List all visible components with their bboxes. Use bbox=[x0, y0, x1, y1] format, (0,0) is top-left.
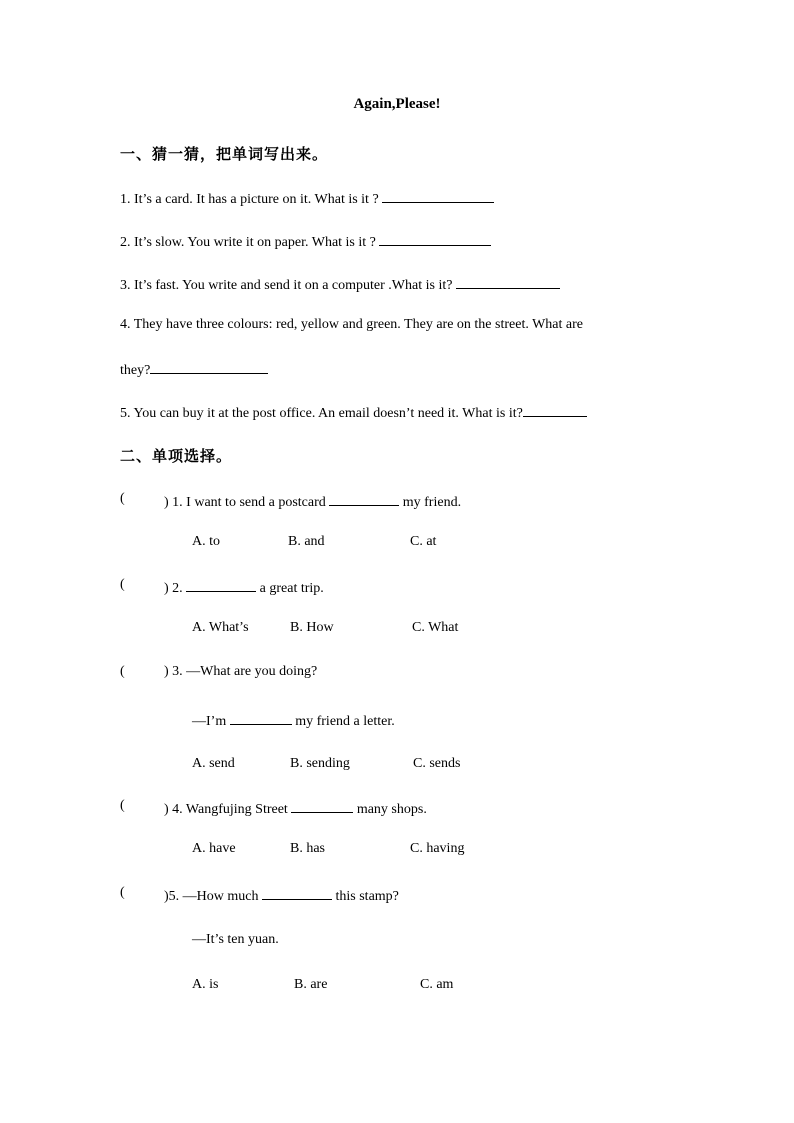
answer-paren-open[interactable]: ( bbox=[120, 577, 125, 592]
paren-close: )5. bbox=[164, 889, 180, 904]
option-a[interactable]: A. to bbox=[192, 534, 220, 549]
option-b[interactable]: B. and bbox=[288, 534, 325, 549]
section1-item-2 bbox=[120, 231, 491, 251]
question-blank[interactable] bbox=[329, 491, 399, 506]
question-4 bbox=[164, 798, 427, 818]
question-text-after: my friend. bbox=[402, 495, 462, 510]
section1-item-1 bbox=[120, 188, 494, 208]
reply-text-after: my friend a letter. bbox=[295, 714, 395, 729]
question-text-before: 3. —What are you doing? bbox=[172, 664, 318, 679]
section1-item-5 bbox=[120, 402, 587, 422]
option-c[interactable]: C. at bbox=[410, 534, 437, 549]
option-c[interactable]: C. What bbox=[412, 620, 459, 635]
option-b[interactable]: B. How bbox=[290, 620, 334, 635]
question-blank[interactable] bbox=[291, 798, 353, 813]
page-title: Again,Please! bbox=[353, 96, 441, 112]
question-1 bbox=[164, 491, 461, 511]
answer-paren-open[interactable]: ( bbox=[120, 664, 125, 679]
section1-item-4-cont bbox=[120, 359, 268, 379]
question-5-reply: —It’s ten yuan. bbox=[192, 932, 279, 947]
answer-blank[interactable] bbox=[382, 188, 494, 203]
option-a[interactable]: A. have bbox=[192, 841, 236, 856]
item-text: 1. It’s a card. It has a picture on it. What is it ? bbox=[120, 192, 379, 207]
section1-item-4 bbox=[120, 317, 583, 333]
option-b[interactable]: B. has bbox=[290, 841, 325, 856]
section1-heading: 一、猜一猜，把单词写出来。 bbox=[120, 145, 329, 163]
item-text: 3. It’s fast. You write and send it on a computer .What is it? bbox=[120, 278, 453, 293]
paren-close: ) bbox=[164, 495, 169, 510]
question-text-after: many shops. bbox=[356, 802, 427, 817]
item-text: 5. You can buy it at the post office. An email doesn’t need it. What is it? bbox=[120, 406, 523, 421]
question-3-reply bbox=[192, 710, 395, 730]
option-a[interactable]: A. What’s bbox=[192, 620, 249, 635]
reply-text-before: —I’m bbox=[192, 714, 227, 729]
item-text: they? bbox=[120, 363, 151, 378]
question-2 bbox=[164, 577, 324, 597]
option-c[interactable]: C. having bbox=[410, 841, 465, 856]
item-text: 2. It’s slow. You write it on paper. What is it ? bbox=[120, 235, 376, 250]
question-text-after: a great trip. bbox=[259, 581, 324, 596]
section1-item-3 bbox=[120, 274, 560, 294]
question-3 bbox=[164, 664, 317, 680]
option-c[interactable]: C. am bbox=[420, 977, 454, 992]
paren-close: ) bbox=[164, 581, 169, 596]
item-text: 4. They have three colours: red, yellow and green. They are on the street. What are bbox=[120, 317, 583, 332]
section2-heading: 二、单项选择。 bbox=[120, 447, 233, 465]
option-b[interactable]: B. sending bbox=[290, 756, 350, 771]
question-blank[interactable] bbox=[186, 577, 256, 592]
answer-blank[interactable] bbox=[523, 402, 587, 417]
question-5 bbox=[164, 885, 399, 905]
option-a[interactable]: A. is bbox=[192, 977, 219, 992]
option-c[interactable]: C. sends bbox=[413, 756, 461, 771]
question-text-before: 4. Wangfujing Street bbox=[172, 802, 288, 817]
question-blank[interactable] bbox=[262, 885, 332, 900]
question-text-before: 2. bbox=[172, 581, 183, 596]
answer-paren-open[interactable]: ( bbox=[120, 885, 125, 900]
answer-blank[interactable] bbox=[379, 231, 491, 246]
answer-blank[interactable] bbox=[150, 359, 268, 374]
answer-paren-open[interactable]: ( bbox=[120, 491, 125, 506]
option-a[interactable]: A. send bbox=[192, 756, 235, 771]
question-blank[interactable] bbox=[230, 710, 292, 725]
answer-paren-open[interactable]: ( bbox=[120, 798, 125, 813]
paren-close: ) bbox=[164, 664, 169, 679]
option-b[interactable]: B. are bbox=[294, 977, 328, 992]
question-text-after: this stamp? bbox=[335, 889, 399, 904]
question-text-before: —How much bbox=[182, 889, 259, 904]
paren-close: ) bbox=[164, 802, 169, 817]
question-text-before: 1. I want to send a postcard bbox=[172, 495, 326, 510]
answer-blank[interactable] bbox=[456, 274, 560, 289]
